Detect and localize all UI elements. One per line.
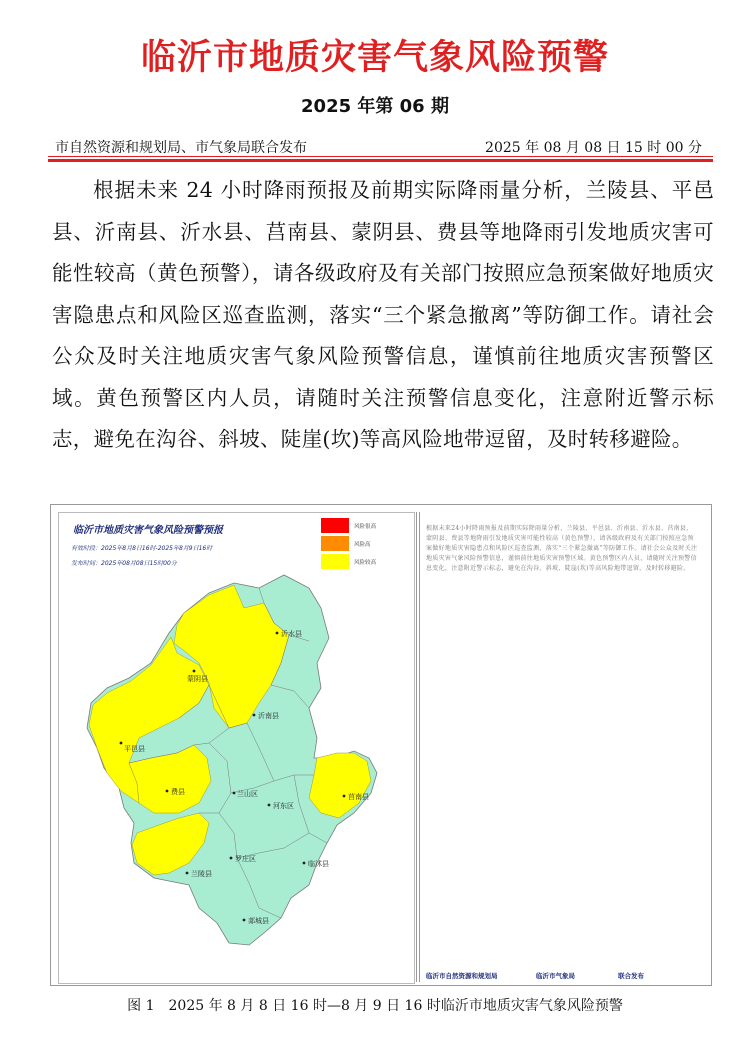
- map-issue-time: 发布时间：2025年08月08日15时00分: [71, 560, 177, 567]
- label-mengyin: 蒙阴县: [187, 675, 208, 683]
- label-feixian: 费县: [171, 788, 185, 796]
- label-yinan: 沂南县: [258, 712, 279, 720]
- label-luozhuang: 罗庄区: [235, 855, 256, 863]
- publish-time: 2025 年 08 月 08 日 15 时 00 分: [485, 140, 702, 156]
- label-tancheng: 郯城县: [248, 917, 269, 925]
- header-rule-thick: [48, 159, 713, 162]
- legend-swatch-very-high: [321, 518, 349, 533]
- warning-zone-junan: [309, 753, 371, 818]
- label-lanling: 兰陵县: [191, 870, 212, 878]
- map-valid-time: 有效时段：2025年8月8日16时-2025年8月9日16时: [71, 545, 213, 552]
- side-divider-1: [416, 512, 417, 982]
- legend-label-high: 风险高: [354, 542, 371, 548]
- header-rule-thin: [48, 156, 713, 157]
- legend-swatch-high: [321, 536, 349, 551]
- footer-joint-release: 联合发布: [618, 972, 644, 980]
- issue-number: 2025 年第 06 期: [301, 96, 449, 117]
- side-panel-text: 根据未来24小时降雨预报及前期实际降雨量分析，兰陵县、平邑县、沂南县、沂水县、莒南县、蒙阴县、费县等地降雨引发地质灾害可能性较高（黄色预警），请各级政府及有关部门按照应急预案做好地质灾害隐患点和风险区巡查监测，落实“三个紧急撤离”等防御工作。请社会公众及时关注地质灾害气象风险预警信息，谨慎前往地质灾害预警区域。黄色预警区内人员，请随时关注预警信息变化，注意附近警示标志，避免在沟谷、斜坡、陡崖(坎)等高风险地带逗留，及时转移避险。: [426, 525, 698, 572]
- footer-org-resources: 临沂市自然资源和规划局: [426, 972, 498, 980]
- map-title: 临沂市地质灾害气象风险预警预报: [73, 525, 223, 536]
- label-pingyi: 平邑县: [124, 745, 145, 753]
- page-title: 临沂市地质灾害气象风险预警: [140, 38, 609, 78]
- label-hedong: 河东区: [273, 802, 294, 810]
- map-graphic: [59, 513, 414, 983]
- warning-map-figure: [50, 504, 712, 986]
- figure-caption: 图 1 2025 年 8 月 8 日 16 时—8 月 9 日 16 时临沂市地质灾害气象风险预警: [127, 998, 623, 1014]
- legend-label-very-high: 风险很高: [354, 524, 377, 530]
- label-junan: 莒南县: [348, 793, 369, 801]
- legend-swatch-relatively-high: [321, 554, 349, 569]
- body-paragraph: 根据未来 24 小时降雨预报及前期实际降雨量分析，兰陵县、平邑县、沂南县、沂水县、莒南县、蒙阴县、费县等地降雨引发地质灾害可能性较高（黄色预警），请各级政府及有关部门按照应急预案做好地质灾害隐患点和风险区巡查监测，落实“三个紧急撤离”等防御工作。请社会公众及时关注地质灾害气象风险预警信息，谨慎前往地质灾害预警区域。黄色预警区内人员，请随时关注预警信息变化，注意附近警示标志，避免在沟谷、斜坡、陡崖(坎)等高风险地带逗留，及时转移避险。: [52, 178, 714, 451]
- publisher: 市自然资源和规划局、市气象局联合发布: [55, 140, 307, 156]
- label-yishui: 沂水县: [281, 630, 302, 638]
- legend-label-relatively-high: 风险较高: [354, 560, 377, 566]
- map-side-panel: [416, 512, 706, 982]
- label-linshu: 临沭县: [308, 860, 329, 868]
- footer-org-meteorology: 临沂市气象局: [536, 972, 575, 980]
- label-lanshan: 兰山区: [237, 790, 258, 798]
- side-divider-2: [419, 512, 420, 982]
- map-panel: [58, 512, 415, 984]
